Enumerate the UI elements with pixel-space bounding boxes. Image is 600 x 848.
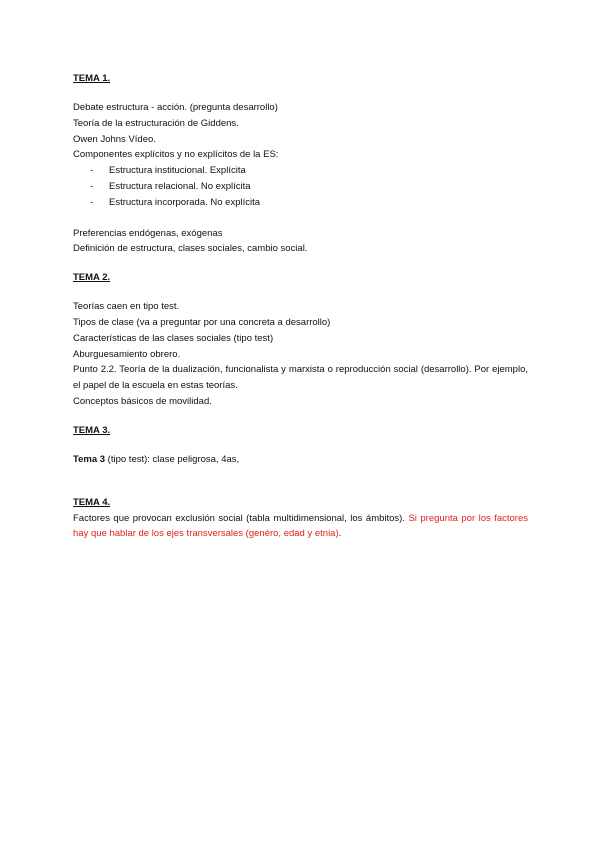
section-tema-4	[73, 495, 528, 543]
bullet-list	[73, 163, 528, 210]
section-heading: TEMA 2.	[73, 272, 111, 284]
list-item-text: Estructura relacional. No explícita	[109, 180, 251, 192]
section-heading: TEMA 3.	[73, 424, 111, 436]
text-line: Componentes explícitos y no explícitos de la ES:	[73, 149, 279, 161]
text-span: Factores que provocan exclusión social (tabla multidimensional, los ámbitos).	[73, 512, 409, 524]
section-tema-1	[73, 71, 528, 257]
text-line: Debate estructura - acción. (pregunta desarrollo)	[73, 102, 278, 113]
section-heading: TEMA 1.	[73, 73, 111, 84]
text-line: Teorías caen en tipo test.	[73, 301, 180, 313]
section-tema-3	[73, 423, 528, 468]
text-paragraph	[73, 511, 528, 543]
text-paragraph: Punto 2.2. Teoría de la dualización, funcionalista y marxista o reproducción social (desarrollo). Por ejemplo, el papel de la escuela en estas teorías.	[73, 364, 528, 392]
list-item	[73, 195, 528, 211]
bullet-dash: -	[90, 180, 94, 192]
section-tema-2	[73, 270, 528, 410]
list-item-text: Estructura incorporada. No explícita	[109, 196, 261, 208]
text-span: (tipo test): clase peligrosa, 4as,	[105, 453, 240, 465]
text-line	[73, 452, 528, 468]
document-content	[73, 71, 528, 542]
text-line: Preferencias endógenas, exógenas	[73, 227, 223, 239]
section-heading: TEMA 4.	[73, 496, 111, 508]
text-line: Teoría de la estructuración de Giddens.	[73, 117, 239, 129]
text-span: .	[338, 528, 342, 540]
list-item	[73, 179, 528, 195]
text-line: Conceptos básicos de movilidad.	[73, 395, 212, 407]
text-line: Owen Johns Vídeo.	[73, 133, 156, 145]
text-line: Aburguesamiento obrero.	[73, 348, 181, 360]
text-line: Características de las clases sociales (tipo test)	[73, 332, 274, 344]
bold-label: Tema 3	[73, 453, 106, 465]
list-item	[73, 163, 528, 179]
bullet-dash: -	[90, 196, 94, 208]
highlighted-note: Si pregunta por los factores hay que hablar de los ejes transversales (genéro, edad y etnia)	[73, 512, 529, 540]
text-line: Tipos de clase (va a preguntar por una concreta a desarrollo)	[73, 316, 331, 328]
text-line: Definición de estructura, clases sociales, cambio social.	[73, 243, 308, 255]
list-item-text: Estructura institucional. Explícita	[109, 165, 246, 177]
bullet-dash: -	[90, 165, 94, 177]
